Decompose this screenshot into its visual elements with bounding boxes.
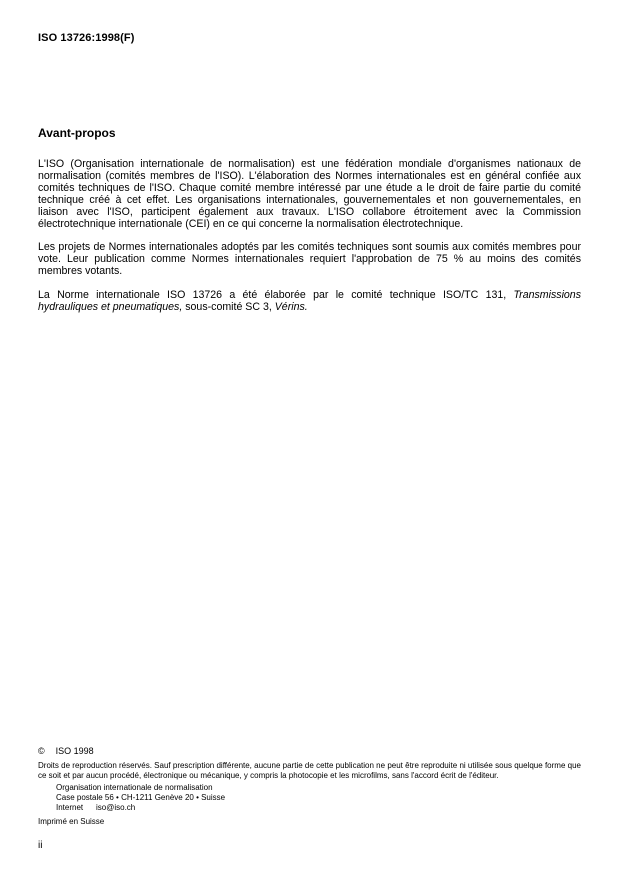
paragraph-3-text-2: sous-comité SC 3, xyxy=(182,301,275,314)
printed-in-notice: Imprimé en Suisse xyxy=(38,817,105,826)
address-postal: Case postale 56 • CH-1211 Genève 20 • Suisse xyxy=(56,793,226,803)
copyright-symbol: © xyxy=(38,746,45,756)
address-organisation: Organisation internationale de normalisation xyxy=(56,783,213,792)
paragraph-3-italic-subcommittee: Vérins. xyxy=(274,301,308,314)
paragraph-3-text: La Norme internationale ISO 13726 a été élaborée par le comité technique ISO/TC 131, xyxy=(38,289,514,302)
copyright-text: ISO 1998 xyxy=(55,746,94,756)
copyright-line xyxy=(38,746,94,756)
doc-reference: ISO 13726:1998(F) xyxy=(38,32,135,44)
paragraph-3-italic-committee: Transmissions hydrauliques et pneumatiques, xyxy=(38,289,581,314)
address-internet-line xyxy=(56,803,225,813)
rights-notice: Droits de reproduction réservés. Sauf prescription différente, aucune partie de cette publication ne peut être reproduite ni utilisée sous quelque forme que ce soit et par aucun procédé, électronique ou mécanique, y compris la photocopie et les microfilms, sans l'accord écrit de l'éditeur. xyxy=(38,761,581,780)
paragraph-1: L'ISO (Organisation internationale de normalisation) est une fédération mondiale d'organismes nationaux de normalisation (comités membres de l'ISO). L'élaboration des Normes internationales est en général confiée aux comités techniques de l'ISO. Chaque comité membre intéressé par une étude a le droit de faire partie du comité technique créé à cet effet. Les organisations internationales, gouvernementales et non gouvernementales, en liaison avec l'ISO, participent également aux travaux. L'ISO collabore étroitement avec la Commission électrotechnique internationale (CEI) en ce qui concerne la normalisation électrotechnique. xyxy=(38,158,581,230)
paragraph-3 xyxy=(38,290,581,314)
page-number: ii xyxy=(38,840,43,851)
publisher-address xyxy=(56,783,225,814)
document-body xyxy=(38,126,581,326)
section-title: Avant-propos xyxy=(38,126,116,140)
paragraph-2: Les projets de Normes internationales adoptés par les comités techniques sont soumis aux comités membres pour vote. Leur publication comme Normes internationales requiert l'approbation de 75 % au moins des comités membres votants. xyxy=(38,241,581,278)
internet-email: iso@iso.ch xyxy=(96,803,136,813)
internet-label: Internet xyxy=(56,803,84,813)
